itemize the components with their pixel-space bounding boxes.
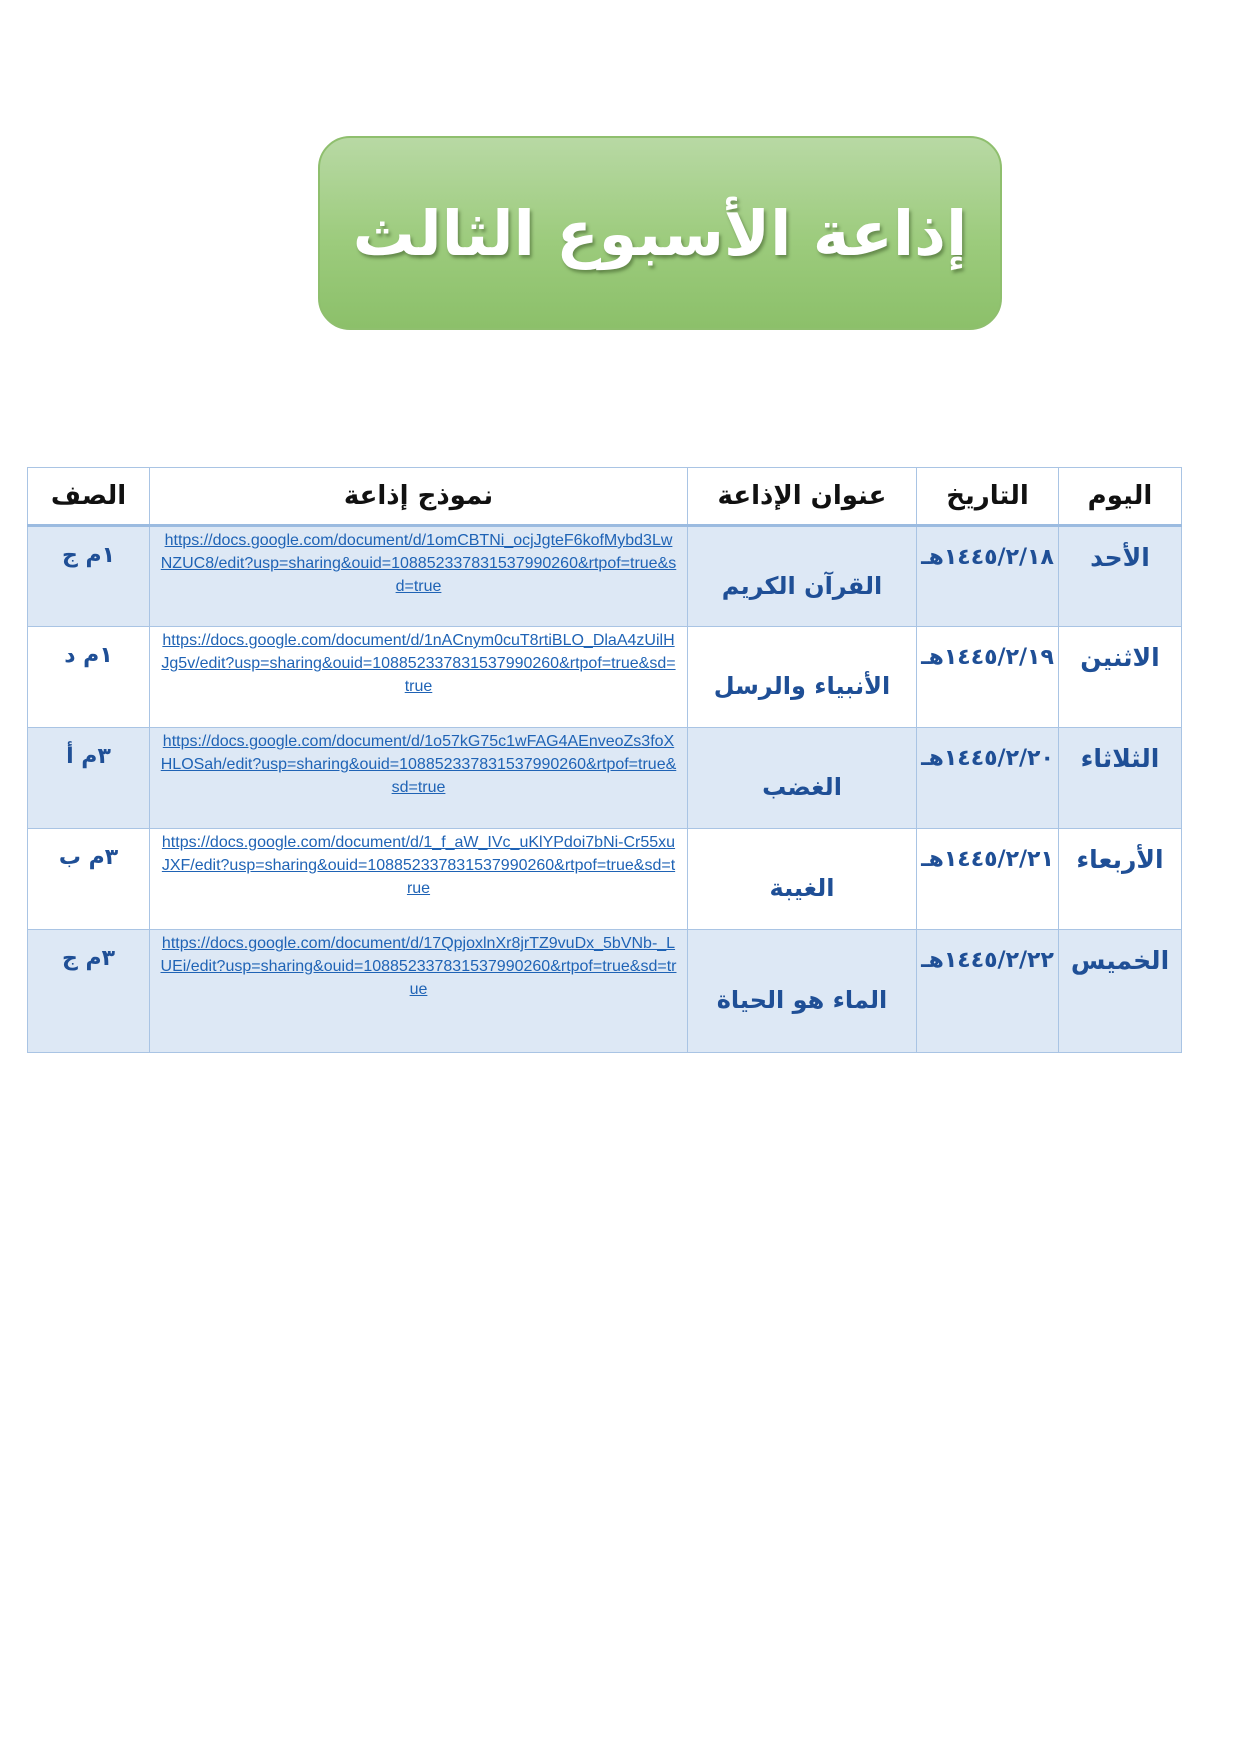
table-header-row (28, 468, 1182, 526)
header-template: نموذج إذاعة (150, 468, 688, 526)
date-cell: ١٤٤٥/٢/٢٢هـ (917, 930, 1059, 1053)
table-row (28, 930, 1182, 1053)
template-cell (150, 930, 688, 1053)
table-row (28, 627, 1182, 728)
template-cell (150, 526, 688, 627)
template-link[interactable]: https://docs.google.com/document/d/1nACnym0cuT8rtiBLO_DlaA4zUilHJg5v/edit?usp=sharing&ouid=108852337831537990260&rtpof=true&sd=true (161, 632, 676, 695)
header-date: التاريخ (917, 468, 1059, 526)
topic-cell: الماء هو الحياة (688, 930, 917, 1053)
header-grade: الصف (28, 468, 150, 526)
header-day: اليوم (1059, 468, 1182, 526)
template-link[interactable]: https://docs.google.com/document/d/1omCBTNi_ocjJgteF6kofMybd3LwNZUC8/edit?usp=sharing&ouid=108852337831537990260&rtpof=true&sd=true (160, 532, 677, 595)
day-cell: الاثنين (1059, 627, 1182, 728)
topic-cell: الأنبياء والرسل (688, 627, 917, 728)
date-cell: ١٤٤٥/٢/١٩هـ (917, 627, 1059, 728)
page-title: إذاعة الأسبوع الثالث (352, 196, 968, 270)
table-row (28, 829, 1182, 930)
template-link[interactable]: https://docs.google.com/document/d/17QpjoxlnXr8jrTZ9vuDx_5bVNb-_LUEi/edit?usp=sharing&ouid=108852337831537990260&rtpof=true&sd=true (160, 935, 677, 998)
table-row (28, 526, 1182, 627)
template-cell (150, 627, 688, 728)
day-cell: الخميس (1059, 930, 1182, 1053)
day-cell: الأحد (1059, 526, 1182, 627)
grade-cell: ٣م أ (28, 728, 150, 829)
grade-cell: ٣م ب (28, 829, 150, 930)
day-cell: الأربعاء (1059, 829, 1182, 930)
day-cell: الثلاثاء (1059, 728, 1182, 829)
grade-cell: ١م د (28, 627, 150, 728)
date-cell: ١٤٤٥/٢/٢١هـ (917, 829, 1059, 930)
topic-cell: القرآن الكريم (688, 526, 917, 627)
template-cell (150, 728, 688, 829)
date-cell: ١٤٤٥/٢/٢٠هـ (917, 728, 1059, 829)
broadcast-schedule-table (27, 467, 1182, 1053)
title-banner (318, 136, 1002, 330)
date-cell: ١٤٤٥/٢/١٨هـ (917, 526, 1059, 627)
table-row (28, 728, 1182, 829)
topic-cell: الغضب (688, 728, 917, 829)
template-link[interactable]: https://docs.google.com/document/d/1o57kG75c1wFAG4AEnveoZs3foXHLOSah/edit?usp=sharing&ouid=108852337831537990260&rtpof=true&sd=true (160, 733, 677, 796)
grade-cell: ٣م ج (28, 930, 150, 1053)
template-cell (150, 829, 688, 930)
template-link[interactable]: https://docs.google.com/document/d/1_f_aW_IVc_uKlYPdoi7bNi-Cr55xuJXF/edit?usp=sharing&ouid=108852337831537990260&rtpof=true&sd=true (161, 834, 676, 897)
header-topic: عنوان الإذاعة (688, 468, 917, 526)
topic-cell: الغيبة (688, 829, 917, 930)
grade-cell: ١م ج (28, 526, 150, 627)
